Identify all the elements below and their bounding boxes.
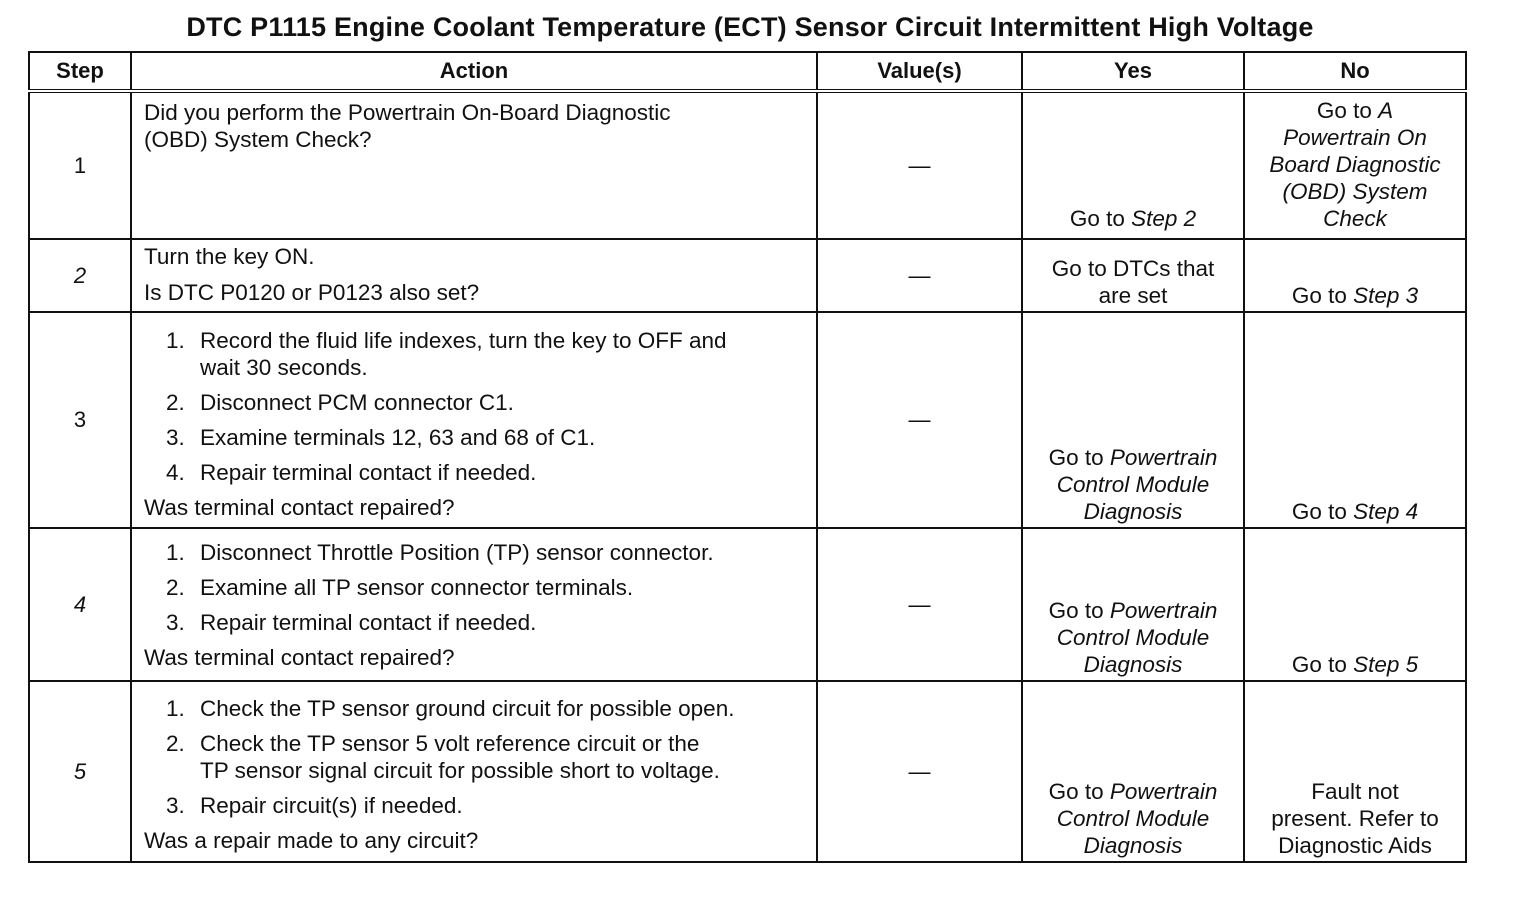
action-question: Was a repair made to any circuit? (144, 828, 479, 853)
yes-link[interactable]: Control Module (1056, 806, 1210, 831)
no-cell (1244, 91, 1466, 239)
substep-number: 2. (166, 575, 185, 600)
yes-prefix: Go to (1048, 598, 1110, 623)
substep-text: Repair terminal contact if needed. (200, 610, 537, 635)
substep-text: Check the TP sensor ground circuit for possible open. (200, 696, 735, 721)
no-link[interactable]: Step 4 (1353, 499, 1419, 524)
step-number: 3 (29, 312, 131, 528)
no-link[interactable]: Powertrain On (1283, 125, 1427, 150)
action-cell (131, 91, 817, 239)
step-number: 4 (29, 528, 131, 681)
action-text: Did you perform the Powertrain On-Board Diagnostic (144, 100, 671, 125)
no-link[interactable]: A (1378, 98, 1394, 123)
list-item (166, 695, 806, 722)
step-number: 1 (29, 91, 131, 239)
yes-cell (1022, 528, 1244, 681)
list-item (166, 459, 806, 486)
header-values: Value(s) (817, 52, 1022, 91)
list-item (166, 539, 806, 566)
substep-number: 2. (166, 390, 185, 415)
substep-text: Examine terminals 12, 63 and 68 of C1. (200, 425, 596, 450)
yes-cell (1022, 91, 1244, 239)
no-link[interactable]: Board Diagnostic (1269, 152, 1441, 177)
substep-text: Check the TP sensor 5 volt reference circuit or the (200, 731, 700, 756)
action-cell (131, 312, 817, 528)
yes-cell (1022, 312, 1244, 528)
action-question: Was terminal contact repaired? (144, 645, 455, 670)
substep-text: Repair terminal contact if needed. (200, 460, 537, 485)
no-prefix: Go to (1316, 98, 1379, 123)
table-row (29, 528, 1466, 681)
step-number: 5 (29, 681, 131, 862)
substep-text: TP sensor signal circuit for possible short to voltage. (200, 758, 720, 783)
no-text: Fault not (1311, 779, 1399, 804)
substep-number: 3. (166, 610, 185, 635)
value-cell: — (817, 239, 1022, 312)
action-question: Was terminal contact repaired? (144, 495, 455, 520)
no-cell (1244, 681, 1466, 862)
table-row (29, 91, 1466, 239)
yes-link[interactable]: Diagnosis (1083, 652, 1183, 677)
substep-number: 1. (166, 696, 185, 721)
no-text: Diagnostic Aids (1278, 833, 1432, 858)
substep-number: 2. (166, 731, 185, 756)
header-yes: Yes (1022, 52, 1244, 91)
no-link[interactable]: (OBD) System (1282, 179, 1428, 204)
page-title: DTC P1115 Engine Coolant Temperature (ECT) Sensor Circuit Intermittent High Voltage (186, 12, 1314, 42)
list-item (166, 792, 806, 819)
yes-link[interactable]: Control Module (1056, 625, 1210, 650)
yes-prefix: Go to (1048, 445, 1110, 470)
table-header-row (29, 52, 1466, 91)
no-link[interactable]: Step 5 (1353, 652, 1419, 677)
no-prefix: Go to (1291, 499, 1354, 524)
substep-number: 3. (166, 425, 185, 450)
diagnostic-table (28, 51, 1467, 863)
substep-text: wait 30 seconds. (200, 355, 368, 380)
yes-text: Go to DTCs that (1051, 256, 1215, 281)
header-step: Step (29, 52, 131, 91)
substep-text: Examine all TP sensor connector terminals. (200, 575, 634, 600)
substep-text: Disconnect Throttle Position (TP) sensor connector. (200, 540, 714, 565)
step-number: 2 (29, 239, 131, 312)
list-item (166, 574, 806, 601)
substep-number: 4. (166, 460, 185, 485)
no-cell (1244, 528, 1466, 681)
action-question: Is DTC P0120 or P0123 also set? (144, 280, 480, 305)
substep-text: Record the fluid life indexes, turn the key to OFF and (200, 328, 727, 353)
substep-number: 3. (166, 793, 185, 818)
no-cell (1244, 312, 1466, 528)
list-item (166, 424, 806, 451)
yes-link[interactable]: Powertrain (1109, 445, 1218, 470)
no-prefix: Go to (1291, 283, 1354, 308)
header-no: No (1244, 52, 1466, 91)
list-item (166, 609, 806, 636)
action-cell (131, 239, 817, 312)
substep-list (144, 539, 806, 636)
no-link[interactable]: Step 3 (1353, 283, 1419, 308)
action-text: Turn the key ON. (144, 244, 315, 269)
action-cell (131, 681, 817, 862)
yes-link[interactable]: Diagnosis (1083, 499, 1183, 524)
substep-list (144, 327, 806, 486)
yes-text: are set (1098, 283, 1168, 308)
substep-number: 1. (166, 328, 185, 353)
action-text: (OBD) System Check? (144, 127, 372, 152)
yes-link[interactable]: Diagnosis (1083, 833, 1183, 858)
yes-link[interactable]: Step 2 (1131, 206, 1197, 231)
table-row (29, 681, 1466, 862)
yes-prefix: Go to (1069, 206, 1132, 231)
no-text: present. Refer to (1271, 806, 1439, 831)
value-cell: — (817, 528, 1022, 681)
list-item (166, 730, 806, 784)
no-link[interactable]: Check (1323, 206, 1387, 231)
value-cell: — (817, 91, 1022, 239)
list-item (166, 389, 806, 416)
substep-text: Disconnect PCM connector C1. (200, 390, 514, 415)
table-row (29, 239, 1466, 312)
substep-number: 1. (166, 540, 185, 565)
no-cell (1244, 239, 1466, 312)
action-cell (131, 528, 817, 681)
no-prefix: Go to (1291, 652, 1354, 677)
yes-link[interactable]: Control Module (1056, 472, 1210, 497)
substep-list (144, 695, 806, 819)
value-cell: — (817, 681, 1022, 862)
substep-text: Repair circuit(s) if needed. (200, 793, 463, 818)
yes-link[interactable]: Powertrain (1109, 598, 1218, 623)
table-row (29, 312, 1466, 528)
list-item (166, 327, 806, 381)
value-cell: — (817, 312, 1022, 528)
yes-cell (1022, 239, 1244, 312)
yes-link[interactable]: Powertrain (1109, 779, 1218, 804)
header-action: Action (131, 52, 817, 91)
yes-prefix: Go to (1048, 779, 1110, 804)
yes-cell (1022, 681, 1244, 862)
